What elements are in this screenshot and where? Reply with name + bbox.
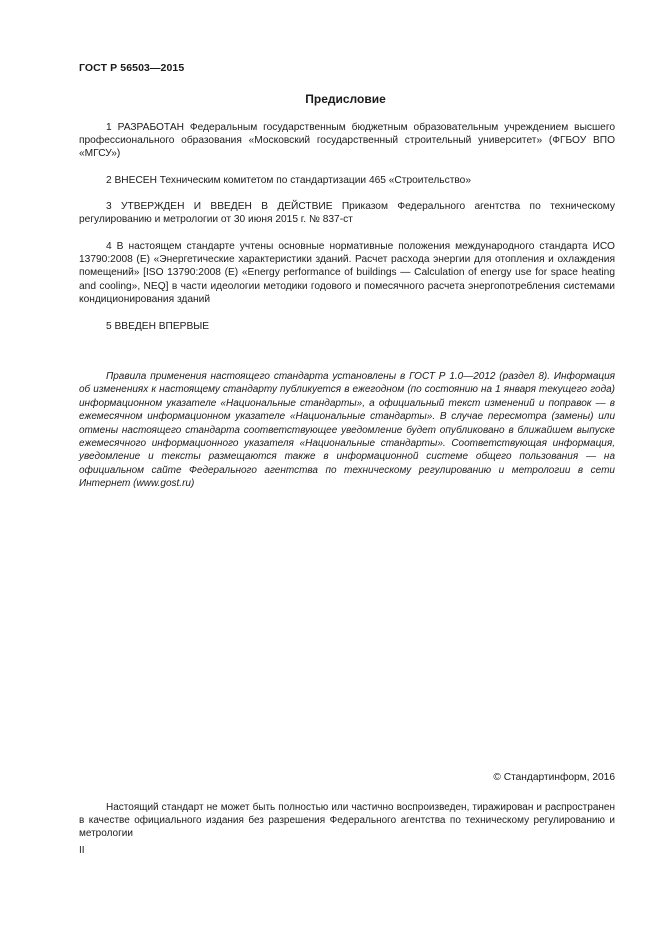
application-notice-text: Правила применения настоящего стандарта установлены в ГОСТ Р 1.0—2012 (раздел 8). Информация об изменениях к настоящему стандарту публикуется в ежегодном (по состоянию на 1 января текущего года) информационном указателе «Национальные стандарты», а официальный текст изменений и поправок — в ежемесячном информационном указателе «Национальные стандарты». В случае пересмотра (замены) или отмены настоящего стандарта соответствующее уведомление будет опубликовано в ближайшем выпуске ежемесячного информационного указателя «Национальные стандарты». Соответствующая информация, уведомление и тексты размещаются также в информационной системе общего пользования — на официальном сайте Федерального агентства по техническому регулированию и метрологии в сети Интернет (www.gost.ru) <box>79 371 615 490</box>
foreword-item-1 <box>79 121 615 161</box>
application-notice <box>79 370 615 491</box>
foreword-item-3-text: 3 УТВЕРЖДЕН И ВВЕДЕН В ДЕЙСТВИЕ Приказом Федерального агентства по техническому регулированию и метрологии от 30 июня 2015 г. № 837-ст <box>79 201 615 226</box>
page-title-text: Предисловие <box>305 92 386 106</box>
foreword-item-3 <box>79 200 615 226</box>
reproduction-notice <box>79 801 615 841</box>
page-number: II <box>79 845 85 856</box>
foreword-item-5-text: 5 ВВЕДЕН ВПЕРВЫЕ <box>106 321 210 332</box>
reproduction-notice-text: Настоящий стандарт не может быть полностью или частично воспроизведен, тиражирован и распространен в качестве официального издания без разрешения Федерального агентства по техническому регулированию и метрологии <box>79 802 615 840</box>
foreword-item-2-text: 2 ВНЕСЕН Техническим комитетом по стандартизации 465 «Строительство» <box>106 175 471 186</box>
page-title <box>0 92 661 106</box>
foreword-item-5 <box>79 320 615 333</box>
foreword-item-1-text: 1 РАЗРАБОТАН Федеральным государственным бюджетным образовательным учреждением высшего профессионального образования «Московский государственный строительный университет» (ФГБОУ ВПО «МГСУ») <box>79 122 615 160</box>
foreword-item-4 <box>79 240 615 306</box>
foreword-item-4-text: 4 В настоящем стандарте учтены основные нормативные положения международного стандарта ИСО 13790:2008 (Е) «Энергетические характеристики зданий. Расчет расхода энергии для отопления и охлаждения помещений» [ISO 13790:2008 (E) «Energy performance of buildings — Calculation of energy use for space heating and cooling», NEQ] в части идеологии методики годового и помесячного расчета энергопотребления системами кондиционирования зданий <box>79 241 615 305</box>
standard-code: ГОСТ Р 56503—2015 <box>79 62 185 74</box>
foreword-item-2 <box>79 174 615 187</box>
copyright: © Стандартинформ, 2016 <box>493 772 615 783</box>
